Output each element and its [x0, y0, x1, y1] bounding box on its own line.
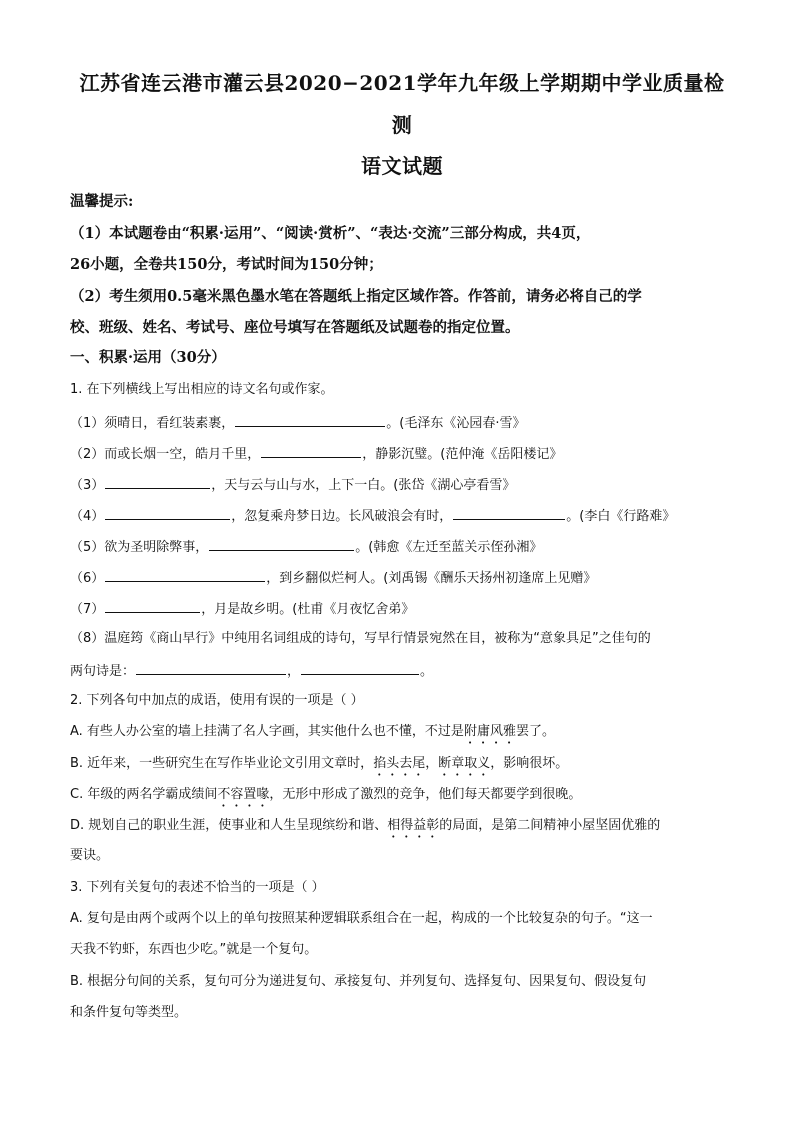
q1-item-2	[70, 443, 730, 465]
answer-blank[interactable]	[235, 412, 385, 427]
q1-item-7-post: ，月是故乡明。(杜甫《月夜忆舍弟》	[201, 602, 415, 617]
q1-item-4-mid: ，忽复乘舟梦日边。长风破浪会有时，	[231, 509, 453, 524]
answer-blank[interactable]	[136, 660, 286, 675]
section1-heading: 一、积累·运用（30分）	[70, 349, 226, 366]
q1-item-2-post: ，静影沉璧。(范仲淹《岳阳楼记》	[362, 447, 563, 462]
q1-item-3	[70, 474, 730, 496]
q1-item-6-pre: （6）	[70, 571, 105, 586]
q2-option-c-idiom: 不容置喙	[217, 787, 270, 802]
q2-option-d-tail: 的局面，是第二间精神小屋坚固优雅的	[439, 818, 661, 833]
notice-p1-line2: 26小题，全卷共150分，考试时间为150分钟；	[70, 256, 383, 273]
exam-title-line2: 测	[391, 113, 413, 137]
q2-stem: 2. 下列各句中加点的成语，使用有误的一项是（ ）	[70, 693, 364, 708]
q3-option-b-cont: 和条件复句等类型。	[70, 1005, 188, 1020]
q3-stem: 3. 下列有关复句的表述不恰当的一项是（ ）	[70, 880, 325, 895]
q1-item-1	[70, 412, 730, 434]
q1-item-4-post: 。(李白《行路难》	[566, 509, 676, 524]
notice-p1-line1: （1）本试题卷由“积累·运用”、“阅读·赏析”、“表达·交流”三部分构成，共4页，	[70, 225, 591, 242]
q1-item-8-answer-pre: 两句诗是：	[70, 664, 136, 679]
q2-option-c[interactable]	[70, 785, 730, 810]
q1-item-8-answer-mid: ，	[287, 664, 301, 679]
exam-title-line1: 江苏省连云港市灌云县2020−2021学年九年级上学期期中学业质量检	[79, 71, 725, 95]
q1-item-4	[70, 505, 730, 527]
q2-option-c-text: C. 年级的两名学霸成绩间	[70, 787, 218, 802]
q1-item-4-pre: （4）	[70, 509, 105, 524]
q1-item-5	[70, 536, 730, 558]
q1-item-6	[70, 567, 730, 589]
answer-blank[interactable]	[453, 505, 565, 520]
q1-item-8-answer	[70, 660, 730, 682]
q2-option-b[interactable]	[70, 754, 730, 779]
q3-option-a[interactable]: A. 复句是由两个或两个以上的单句按照某种逻辑联系组合在一起，构成的一个比较复杂的句子。“这一	[70, 911, 653, 926]
q2-option-a-tail: 罢了。	[515, 724, 555, 739]
q2-option-a-text: A. 有些人办公室的墙上挂满了名人字画，其实他什么也不懂，不过是	[70, 724, 464, 739]
q2-option-a-idiom: 附庸风雅	[463, 724, 516, 739]
q1-item-8	[70, 629, 730, 649]
q1-item-5-post: 。(韩愈《左迁至蓝关示侄孙湘》	[355, 540, 543, 555]
q1-item-1-post: 。(毛泽东《沁园春·雪》	[386, 416, 526, 431]
q2-option-a[interactable]	[70, 722, 730, 747]
answer-blank[interactable]	[301, 660, 419, 675]
q2-option-d[interactable]	[70, 816, 730, 841]
answer-blank[interactable]	[261, 443, 361, 458]
q1-item-3-post: ，天与云与山与水，上下一白。(张岱《湖心亭看雪》	[211, 478, 516, 493]
notice-p2-line1: （2）考生须用0.5毫米黑色墨水笔在答题纸上指定区域作答。作答前，请务必将自己的学	[70, 288, 642, 305]
q1-item-6-post: ，到乡翻似烂柯人。(刘禹锡《酬乐天扬州初逢席上见赠》	[266, 571, 597, 586]
q2-option-b-tail: ，影响很坏。	[490, 756, 569, 771]
q3-option-b[interactable]: B. 根据分句间的关系，复句可分为递进复句、承接复句、并列复句、选择复句、因果复句、假设复句	[70, 974, 647, 989]
q3-option-a-cont: 天我不钓虾，东西也少吃。”就是一个复句。	[70, 942, 318, 957]
answer-blank[interactable]	[105, 598, 200, 613]
q2-option-d-cont: 要诀。	[70, 848, 110, 863]
answer-blank[interactable]	[105, 505, 230, 520]
answer-blank[interactable]	[209, 536, 354, 551]
q1-item-1-pre: （1）须晴日，看红装素裹，	[70, 416, 235, 431]
notice-p2-line2: 校、班级、姓名、考试号、座位号填写在答题纸及试题卷的指定位置。	[70, 319, 520, 336]
exam-subtitle: 语文试题	[361, 154, 443, 178]
q2-option-d-idiom: 相得益彰	[387, 818, 440, 833]
answer-blank[interactable]	[105, 567, 265, 582]
q1-item-3-pre: （3）	[70, 478, 105, 493]
q1-item-5-pre: （5）欲为圣明除弊事，	[70, 540, 209, 555]
q1-stem: 1. 在下列横线上写出相应的诗文名句或作家。	[70, 382, 334, 397]
q2-option-d-text: D. 规划自己的职业生涯，使事业和人生呈现缤纷和谐、	[70, 818, 388, 833]
q2-option-c-tail: ，无形中形成了激烈的竞争，他们每天都要学到很晚。	[269, 787, 582, 802]
q2-option-b-idiom: 掐头去尾，断章取义	[373, 756, 491, 771]
q1-item-7	[70, 598, 730, 620]
q1-item-8-text: （8）温庭筠《商山早行》中纯用名词组成的诗句，写早行情景宛然在目，被称为“意象具足”之佳句的	[70, 631, 651, 646]
notice-heading: 温馨提示:	[70, 193, 134, 210]
q1-item-7-pre: （7）	[70, 602, 105, 617]
q1-item-2-pre: （2）而或长烟一空，皓月千里，	[70, 447, 261, 462]
q2-option-b-text: B. 近年来，一些研究生在写作毕业论文引用文章时，	[70, 756, 374, 771]
q1-item-8-answer-post: 。	[420, 664, 434, 679]
answer-blank[interactable]	[105, 474, 210, 489]
